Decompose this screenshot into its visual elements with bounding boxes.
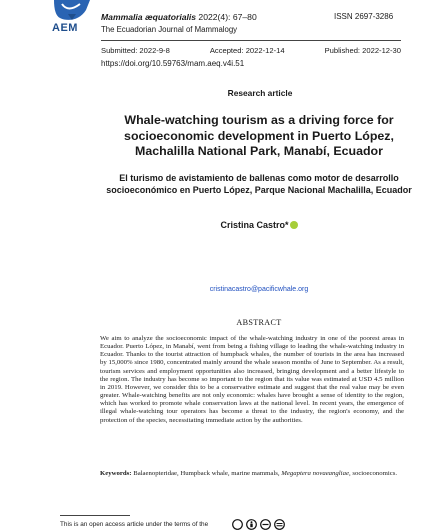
header-divider (101, 40, 401, 41)
journal-subtitle: The Ecuadorian Journal of Mammalogy (101, 25, 238, 34)
author-email[interactable]: cristinacastro@pacificwhale.org (209, 286, 309, 293)
doi-link[interactable]: https://doi.org/10.59763/mam.aeq.v4i.51 (101, 59, 245, 68)
cc-license-icon[interactable] (232, 519, 288, 530)
journal-logo-text: AEM (52, 22, 78, 34)
keywords-text: Balaenopteridae, Humpback whale, marine mammals, (131, 470, 282, 477)
article-type: Research article (227, 88, 293, 98)
published-date: Published: 2022-12-30 (324, 46, 401, 55)
author-name: Cristina Castro* (220, 220, 289, 230)
publication-dates (101, 46, 401, 55)
orcid-icon[interactable] (290, 221, 298, 229)
keywords-label: Keywords: (100, 470, 132, 477)
keywords-species: Megaptera novaeangliae (281, 470, 349, 477)
footnote-divider (60, 515, 130, 516)
author-line (100, 220, 418, 230)
submitted-date: Submitted: 2022-9-8 (101, 46, 170, 55)
journal-name: Mammalia æquatorialis (101, 12, 197, 22)
issn: ISSN 2697-3286 (334, 12, 394, 21)
journal-volume: 2022(4): 67–80 (196, 12, 257, 22)
abstract-heading: ABSTRACT (236, 318, 282, 327)
keywords-end: , socioeconomics. (348, 470, 398, 477)
accepted-date: Accepted: 2022-12-14 (209, 46, 285, 55)
abstract-body: We aim to analyze the socioeconomic impact of the whale-watching industry in one of the poorest areas in Ecuador. Puerto López, in Manabí, went from being a fishing village to leading the whale-watching industry in Ecuador. Thanks to the tourist attraction of humpback whales, the number of tourists in the area has increased by 15,000% since 1980, concentrated mainly around the whale season months of June to September. As a result, tourism services and employment opportunities also increased, bringing development and a better lifestyle to the region. The industry has become so important to the region that its value was estimated at USD 4.5 million in 2019. However, we consider this to be a conservative estimate and suggest that the real value may be even greater. Whale-watching benefits are not only economic: whales have brought a sense of identity to the region, which has worked to promote whale conservation laws at the national level. In recent years, the emergence of illegal whale-watching tour operators has become a threat to the industry, the region's economy, and the protection of the species, necessitating immediate action by the authorities. (100, 335, 404, 424)
journal-citation (101, 12, 257, 22)
title-english: Whale-watching tourism as a driving force for socioeconomic development in Puerto López, Machalilla National Park, Manabí, Ecuador (124, 113, 394, 158)
title-spanish: El turismo de avistamiento de ballenas como motor de desarrollo socioeconómico en Puerto López, Parque Nacional Machalilla, Ecuador (106, 173, 412, 195)
license-footnote: This is an open access article under the terms of the (60, 521, 209, 528)
keywords (100, 470, 404, 478)
